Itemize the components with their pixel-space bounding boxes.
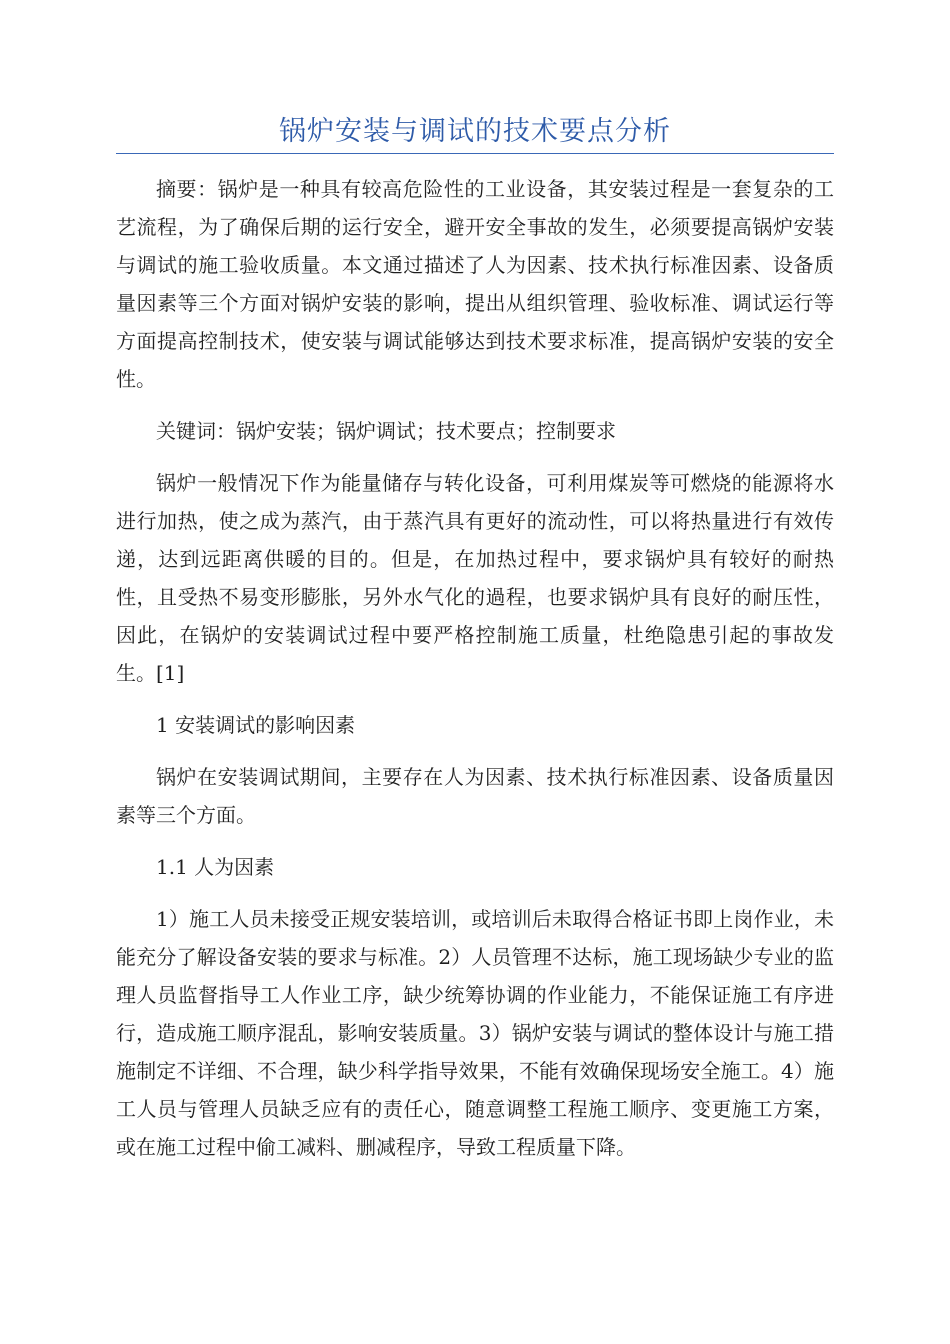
abstract-paragraph: 摘要：锅炉是一种具有较高危险性的工业设备，其安装过程是一套复杂的工艺流程，为了确保后期的运行安全，避开安全事故的发生，必须要提高锅炉安装与调试的施工验收质量。本文通过描述了人为因素、技术执行标准因素、设备质量因素等三个方面对锅炉安装的影响，提出从组织管理、验收标准、调试运行等方面提高控制技术，使安装与调试能够达到技术要求标准，提高锅炉安装的安全性。	[116, 177, 834, 391]
section-1-1-paragraph: 1）施工人员未接受正规安装培训，或培训后未取得合格证书即上岗作业，未能充分了解设备安装的要求与标准。2）人员管理不达标，施工现场缺少专业的监理人员监督指导工人作业工序，缺少统筹协调的作业能力，不能保证施工有序进行，造成施工顺序混乱，影响安装质量。3）锅炉安装与调试的整体设计与施工措施制定不详细、不合理，缺少科学指导效果，不能有效确保现场安全施工。4）施工人员与管理人员缺乏应有的责任心，随意调整工程施工顺序、变更施工方案，或在施工过程中偷工减料、删减程序，导致工程质量下降。	[116, 907, 834, 1159]
document-body	[116, 170, 834, 1180]
intro-paragraph: 锅炉一般情况下作为能量储存与转化设备，可利用煤炭等可燃烧的能源将水进行加热，使之成为蒸汽，由于蒸汽具有更好的流动性，可以将热量进行有效传递，达到远距离供暖的目的。但是，在加热过程中，要求锅炉具有较好的耐热性，且受热不易变形膨胀，另外水气化的過程，也要求锅炉具有良好的耐压性，因此，在锅炉的安装调试过程中要严格控制施工质量，杜绝隐患引起的事故发生。[1]	[116, 471, 834, 685]
document-title: 锅炉安装与调试的技术要点分析	[279, 116, 671, 147]
title-underline	[116, 153, 834, 154]
section-1-1-heading: 1.1 人为因素	[156, 855, 275, 879]
section-1-heading: 1 安装调试的影响因素	[156, 713, 356, 737]
keywords-paragraph: 关键词：锅炉安装；锅炉调试；技术要点；控制要求	[156, 419, 616, 443]
section-1-paragraph: 锅炉在安装调试期间，主要存在人为因素、技术执行标准因素、设备质量因素等三个方面。	[116, 765, 834, 827]
